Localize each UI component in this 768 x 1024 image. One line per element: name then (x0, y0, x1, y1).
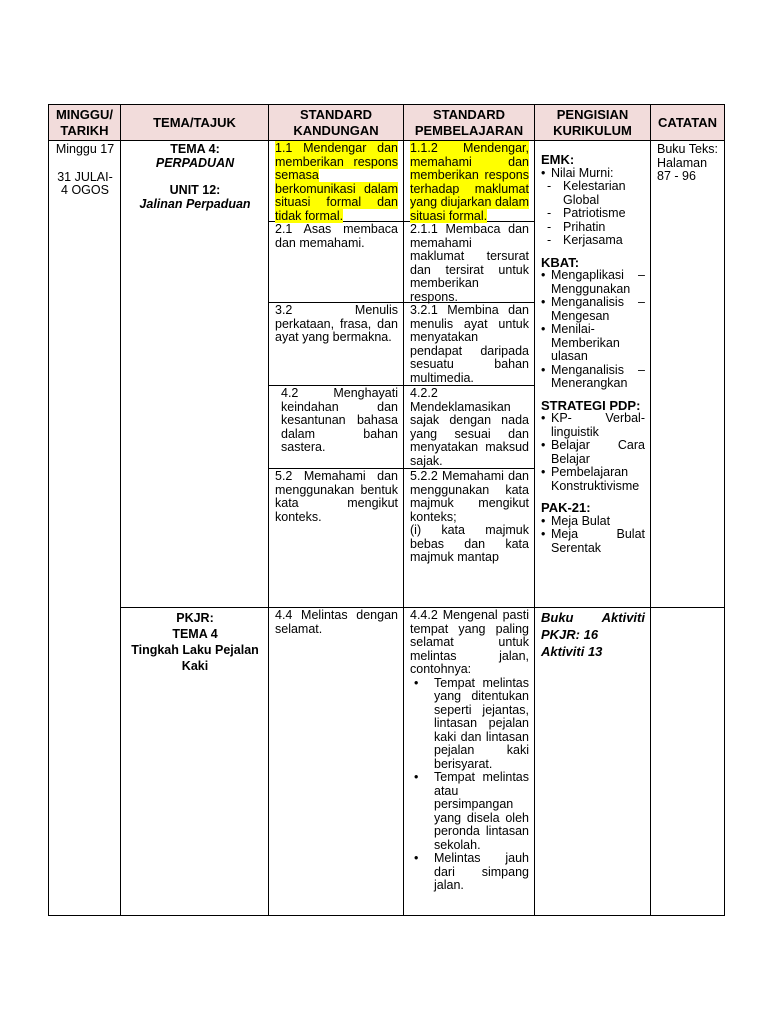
sk-4: 4.2 Menghayati keindahan dan kesantunan bahasa dalam bahan sastera. (269, 386, 403, 469)
pkjr-sk: 4.4 Melintas dengan selamat. (275, 608, 398, 636)
pkjr-tema-label: TEMA 4 (172, 627, 218, 641)
strategi-item: • Pembelajaran Konstruktivisme (541, 466, 645, 493)
emk-value: - Kerjasama (541, 234, 645, 248)
tema-name: PERPADUAN (155, 155, 235, 170)
pkjr-sp-cell (404, 608, 535, 916)
emk-list (541, 167, 645, 248)
header-minggu: MINGGU/ TARIKH (49, 105, 121, 141)
pkjr-label: PKJR: (176, 611, 214, 625)
kbat-item: • Mengaplikasi – Menggunakan (541, 269, 645, 296)
sp-4: 4.2.2 Mendeklamasikan sajak dengan nada yang sesuai dan menyatakan maksud sajak. (404, 386, 534, 469)
kbat-list (541, 269, 645, 391)
header-pengisian-kurikulum: PENGISIAN KURIKULUM (535, 105, 651, 141)
sk-1: 1.1 Mendengar dan memberikan respons semasa berkomunikasi dalam situasi formal dan tidak formal. (275, 141, 398, 223)
tarikh-label: 31 JULAI- 4 OGOS (57, 169, 113, 197)
catatan-cell (651, 141, 725, 608)
header-tema: TEMA/TAJUK (121, 105, 269, 141)
minggu-label: Minggu 17 (55, 142, 115, 156)
sp-5: 5.2.2 Memahami dan menggunakan kata majmuk mengikut konteks; (i) kata majmuk bebas dan kata majmuk mantap (410, 469, 529, 564)
row-pkjr (49, 608, 725, 916)
emk-value: - Kelestarian Global (541, 180, 645, 207)
pkjr-catatan-cell (651, 608, 725, 916)
pkjr-sp-point: • Tempat melintas atau persimpangan yang disela oleh peronda lintasan sekolah. (410, 771, 529, 852)
tema-cell (121, 141, 269, 608)
unit-label: UNIT 12: (169, 183, 221, 197)
header-standard-pembelajaran: STANDARD PEMBELAJARAN (404, 105, 535, 141)
pak-item: • Meja Bulat (541, 515, 645, 529)
sp-2: 2.1.1 Membaca dan memahami maklumat tersurat dan tersirat untuk memberikan respons. (404, 222, 534, 303)
pak-item: • Meja Bulat Serentak (541, 528, 645, 555)
pak-title: PAK-21: (541, 500, 591, 515)
header-row (49, 105, 725, 141)
standard-kandungan-cell (269, 141, 404, 608)
kbat-item: • Menganalisis – Menerangkan (541, 364, 645, 391)
pkjr-tema-cell (121, 608, 269, 916)
tema-label: TEMA 4: (170, 142, 220, 156)
strategi-title: STRATEGI PDP: (541, 397, 641, 413)
sp-3: 3.2.1 Membina dan menulis ayat untuk menyatakan pendapat daripada sesuatu bahan multimedia. (404, 303, 534, 386)
pak-list (541, 515, 645, 556)
pengisian-kurikulum-cell (535, 141, 651, 608)
header-catatan: CATATAN (651, 105, 725, 141)
header-standard-kandungan: STANDARD KANDUNGAN (269, 105, 404, 141)
kbat-item: • Menganalisis – Mengesan (541, 296, 645, 323)
strategi-item: • KP- Verbal-linguistik (541, 412, 645, 439)
pkjr-sp-list (410, 677, 529, 893)
sp-1: 1.1.2 Mendengar, memahami dan memberikan respons terhadap maklumat yang diujarkan dalam situasi formal. (410, 141, 529, 223)
emk-value: - Prihatin (541, 221, 645, 235)
unit-name: Jalinan Perpaduan (139, 196, 251, 211)
standard-pembelajaran-cell (404, 141, 535, 608)
sk-2: 2.1 Asas membaca dan memahami. (269, 222, 403, 303)
emk-value: - Patriotisme (541, 207, 645, 221)
strategi-list (541, 412, 645, 493)
row-perpaduan (49, 141, 725, 608)
lesson-plan-table (48, 104, 725, 916)
pkjr-pk-cell (535, 608, 651, 916)
pkjr-pk: Buku Aktiviti PKJR: 16 Aktiviti 13 (541, 610, 645, 659)
emk-title: EMK: (541, 152, 575, 167)
pkjr-sp-point: • Tempat melintas yang ditentukan seperti jejantas, lintasan pejalan kaki dan lintasan pejalan kaki berisyarat. (410, 677, 529, 772)
sk-3: 3.2 Menulis perkataan, frasa, dan ayat yang bermakna. (269, 303, 403, 386)
minggu-cell (49, 141, 121, 916)
emk-item: • Nilai Murni: - Kelestarian Global - Patriotisme - Prihatin - Kerjasama (541, 167, 645, 248)
sk-5: 5.2 Memahami dan menggunakan bentuk kata mengikut konteks. (275, 469, 398, 524)
strategi-item: • Belajar Cara Belajar (541, 439, 645, 466)
pkjr-sk-cell (269, 608, 404, 916)
pkjr-sp-intro: 4.4.2 Mengenal pasti tempat yang paling selamat untuk melintas jalan, contohnya: (410, 608, 529, 676)
kbat-title: KBAT: (541, 254, 580, 270)
pkjr-tema-name: Tingkah Laku Pejalan Kaki (131, 643, 259, 673)
pkjr-sp-point: • Melintas jauh dari simpang jalan. (410, 852, 529, 893)
kbat-item: • Menilai-Memberikan ulasan (541, 323, 645, 364)
catatan-text: Buku Teks: Halaman 87 - 96 (657, 142, 718, 183)
